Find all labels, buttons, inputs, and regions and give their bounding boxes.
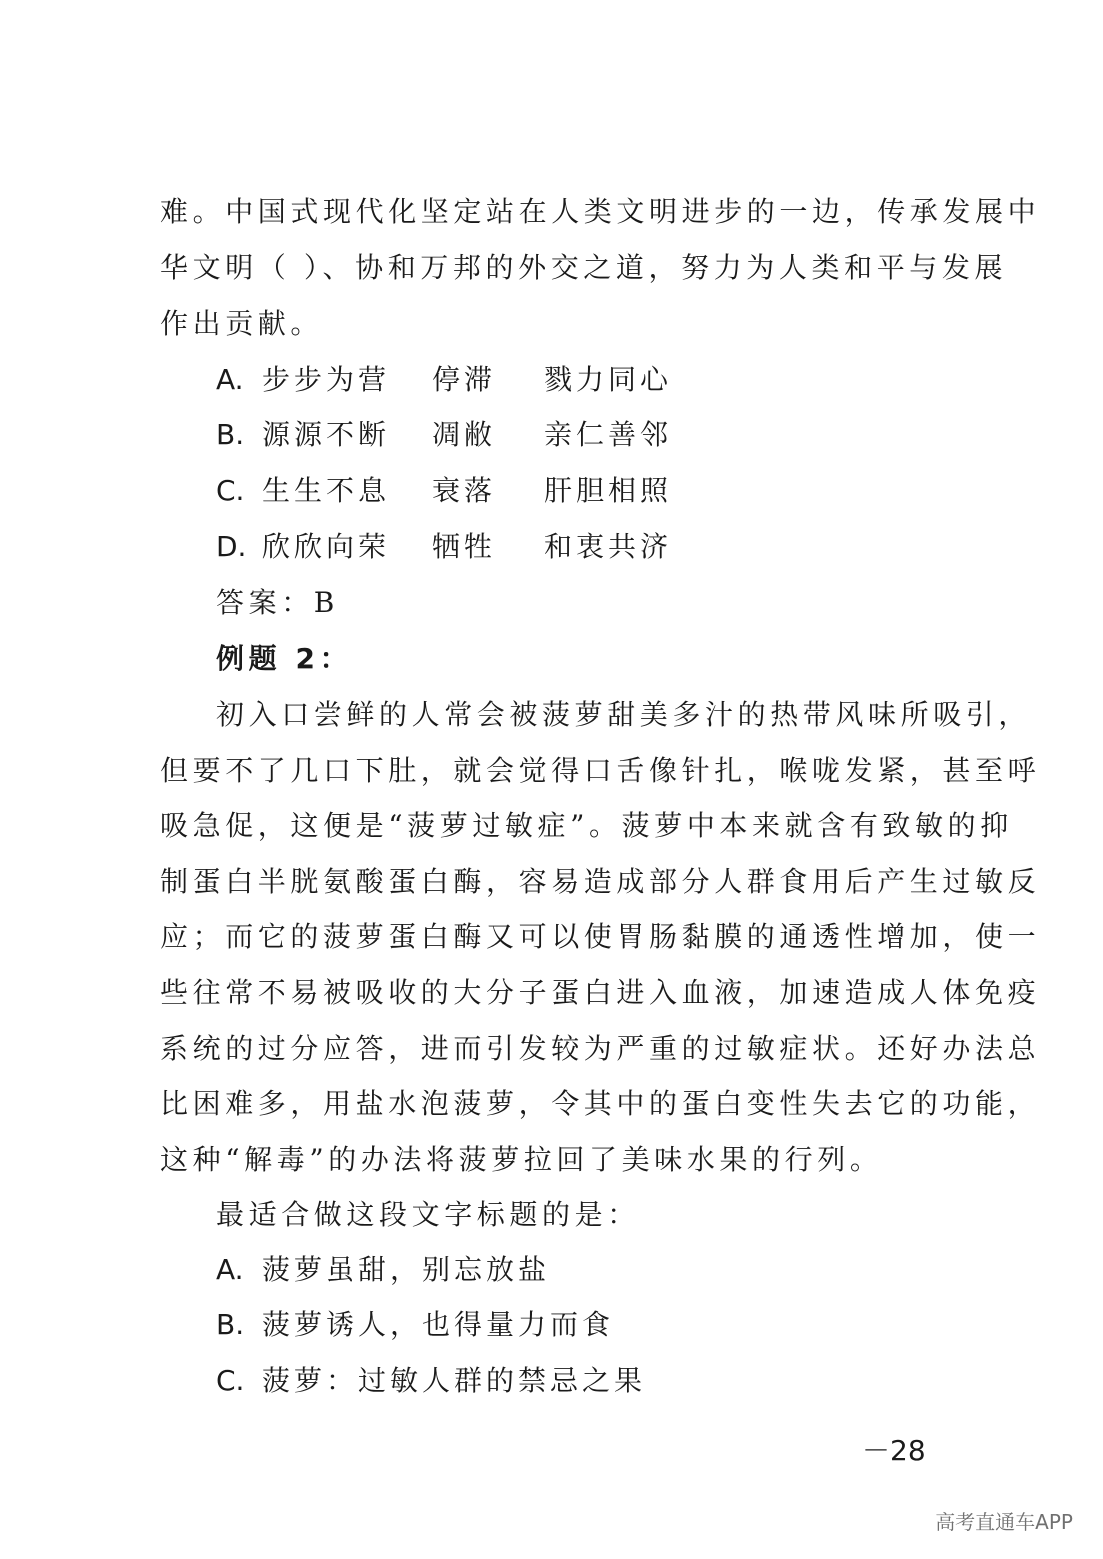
option-text: 菠萝诱人，也得量力而食 xyxy=(262,1308,615,1341)
option-letter: A. xyxy=(216,1253,244,1286)
option-text: 菠萝：过敏人群的禁忌之果 xyxy=(262,1364,647,1397)
q2-paragraph-line-5: 应；而它的菠萝蛋白酶又可以使胃肠黏膜的通透性增加，使一 xyxy=(160,920,1041,953)
q1-text-line-2: 华文明（ ）、协和万邦的外交之道，努力为人类和平与发展 xyxy=(160,251,1008,284)
option-word-1: 生生不息 xyxy=(262,474,391,507)
option-word-2: 衰落 xyxy=(432,474,497,507)
option-letter: C. xyxy=(216,474,245,507)
q2-paragraph-line-3: 吸急促，这便是“菠萝过敏症”。菠萝中本来就含有致敏的抑 xyxy=(160,809,1013,842)
option-word-2: 牺牲 xyxy=(432,530,497,563)
q1-text-line-3: 作出贡献。 xyxy=(160,307,324,340)
option-word-3: 肝胆相照 xyxy=(544,474,673,507)
q2-paragraph-line-6: 些往常不易被吸收的大分子蛋白进入血液，加速造成人体免疫 xyxy=(160,976,1041,1009)
option-word-3: 戮力同心 xyxy=(544,363,673,396)
q2-paragraph-line-9: 这种“解毒”的办法将菠萝拉回了美味水果的行列。 xyxy=(160,1143,883,1176)
option-word-3: 亲仁善邻 xyxy=(544,418,673,451)
page-number: －28 xyxy=(862,1434,926,1467)
q2-paragraph-line-1: 初入口尝鲜的人常会被菠萝甜美多汁的热带风味所吸引， xyxy=(216,698,1032,731)
option-word-1: 步步为营 xyxy=(262,363,391,396)
q2-paragraph-line-8: 比困难多，用盐水泡菠萝，令其中的蛋白变性失去它的功能， xyxy=(160,1087,1041,1120)
option-letter: A. xyxy=(216,363,244,396)
q1-answer: 答案：B xyxy=(216,586,339,619)
option-word-2: 停滞 xyxy=(432,363,497,396)
option-word-1: 欣欣向荣 xyxy=(262,530,391,563)
option-letter: B. xyxy=(216,1308,245,1341)
option-word-3: 和衷共济 xyxy=(544,530,673,563)
q1-text-line-1: 难。中国式现代化坚定站在人类文明进步的一边，传承发展中 xyxy=(160,195,1041,228)
q2-paragraph-line-2: 但要不了几口下肚，就会觉得口舌像针扎，喉咙发紧，甚至呼 xyxy=(160,754,1041,787)
watermark: 高考直通车APP xyxy=(935,1510,1073,1534)
q2-prompt: 最适合做这段文字标题的是： xyxy=(216,1198,640,1231)
option-text: 菠萝虽甜，别忘放盐 xyxy=(262,1253,551,1286)
option-word-1: 源源不断 xyxy=(262,418,391,451)
option-letter: D. xyxy=(216,530,247,563)
option-letter: C. xyxy=(216,1364,245,1397)
q2-heading: 例题 2： xyxy=(216,642,353,675)
q2-paragraph-line-7: 系统的过分应答，进而引发较为严重的过敏症状。还好办法总 xyxy=(160,1032,1041,1065)
option-word-2: 凋敝 xyxy=(432,418,497,451)
option-letter: B. xyxy=(216,418,245,451)
q2-paragraph-line-4: 制蛋白半胱氨酸蛋白酶，容易造成部分人群食用后产生过敏反 xyxy=(160,865,1041,898)
